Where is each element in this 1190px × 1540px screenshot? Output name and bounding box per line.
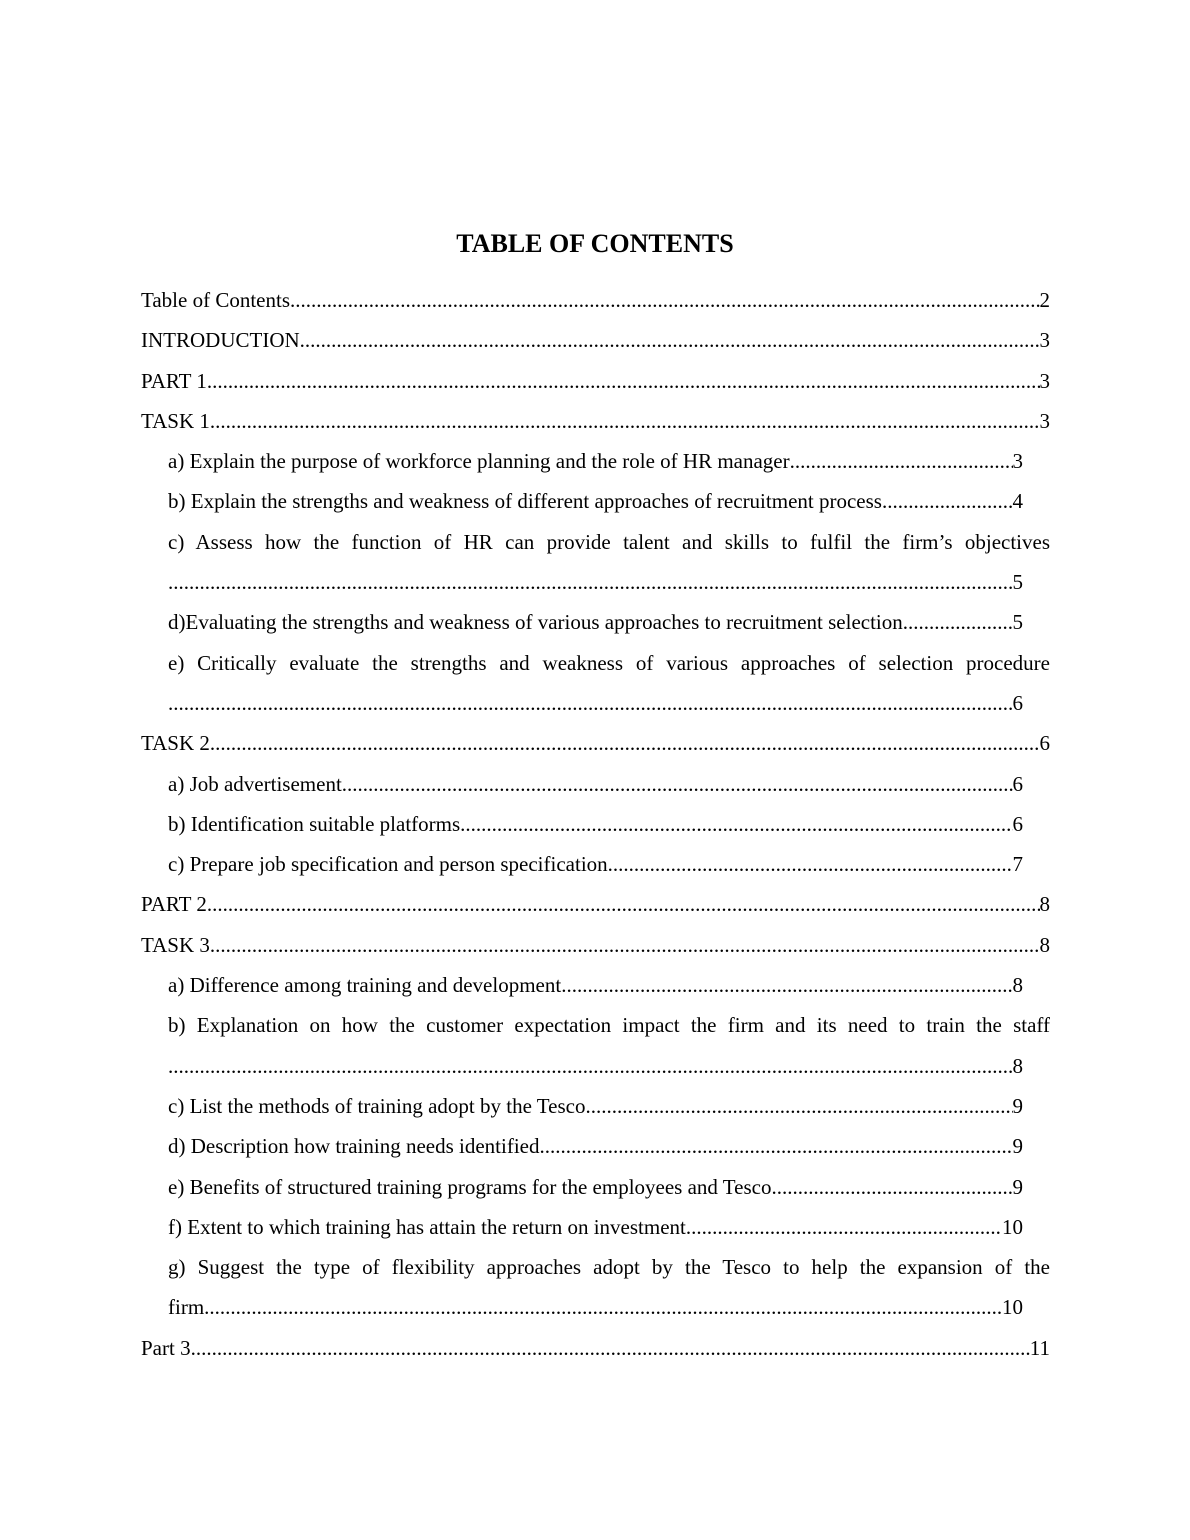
toc-entry-task3-a[interactable] <box>0 965 1190 1005</box>
toc-entry-task1-b[interactable] <box>0 481 1190 521</box>
toc-entry-task2-b[interactable] <box>0 804 1190 844</box>
toc-entry-part-3[interactable] <box>0 1328 1190 1368</box>
dot-leader <box>168 562 1013 602</box>
dot-leader <box>191 1328 1030 1368</box>
toc-entry-task2-c[interactable] <box>0 844 1190 884</box>
toc-entry-task1-a[interactable] <box>0 441 1190 481</box>
toc-entry-task-1[interactable] <box>0 401 1190 441</box>
toc-entry-label: b) Explain the strengths and weakness of different approaches of recruitment process <box>168 489 882 514</box>
toc-entry-page: 5 <box>1012 610 1023 635</box>
toc-entry-task3-c[interactable] <box>0 1086 1190 1126</box>
toc-entry-label: d)Evaluating the strengths and weakness of various approaches to recruitment selection. <box>168 610 909 635</box>
toc-entry-page: 6 <box>1039 731 1050 756</box>
dot-leader <box>585 1086 1012 1126</box>
toc-entry-label: e) Benefits of structured training programs for the employees and Tesco <box>168 1174 772 1199</box>
dot-leader <box>168 1046 1013 1086</box>
toc-entry-part-1[interactable] <box>0 361 1190 401</box>
toc-entry-label: a) Job advertisement <box>168 771 342 796</box>
toc-entry-label-line1: g) Suggest the type of flexibility approaches adopt by the Tesco to help the expansion of the <box>168 1255 1050 1280</box>
dot-leader <box>608 844 1013 884</box>
toc-entry-task3-g[interactable] <box>0 1247 1190 1328</box>
dot-leader <box>204 1287 1002 1327</box>
toc-title: TABLE OF CONTENTS <box>456 229 734 258</box>
dot-leader <box>290 280 1040 320</box>
dot-leader <box>168 683 1013 723</box>
toc-entry-task1-e[interactable] <box>0 643 1190 724</box>
dot-leader <box>210 925 1040 965</box>
dot-leader <box>210 723 1040 763</box>
toc-entry-page: 6 <box>1012 771 1023 796</box>
toc-entry-task1-d[interactable] <box>0 602 1190 642</box>
dot-leader <box>771 1167 1012 1207</box>
toc-entry-page: 4 <box>1012 489 1023 514</box>
toc-entry-page: 9 <box>1012 1093 1023 1118</box>
toc-entry-page: 3 <box>1039 368 1050 393</box>
toc-entry-label: Table of Contents <box>141 288 290 312</box>
toc-entry-page: 6 <box>1012 811 1023 836</box>
toc-entry-part-2[interactable] <box>0 884 1190 924</box>
toc-entry-label-line1: c) Assess how the function of HR can provide talent and skills to fulfil the firm’s objectives <box>168 529 1050 554</box>
toc-entry-page: 10 <box>1002 1295 1023 1320</box>
dot-leader <box>882 481 1013 521</box>
toc-entry-label: TASK 3 <box>141 932 210 957</box>
toc-entry-label: d) Description how training needs identified <box>168 1134 540 1159</box>
toc-entry-label: PART 1 <box>141 368 207 393</box>
toc-entry-page: 3 <box>1012 449 1023 474</box>
toc-entry-page: 10 <box>1002 1214 1023 1239</box>
toc-entry-task3-f[interactable] <box>0 1207 1190 1247</box>
toc-entry-label: c) List the methods of training adopt by the Tesco <box>168 1093 586 1118</box>
toc-entry-label: a) Explain the purpose of workforce planning and the role of HR manager <box>168 449 790 474</box>
toc-entry-task3-e[interactable] <box>0 1167 1190 1207</box>
toc-entry-task3-d[interactable] <box>0 1126 1190 1166</box>
toc-entry-page: 7 <box>1012 852 1023 877</box>
toc-entry-page: 8 <box>1012 1053 1023 1078</box>
dot-leader <box>210 401 1040 441</box>
toc-entry-page: 3 <box>1039 408 1050 433</box>
toc-entry-label: PART 2 <box>141 892 207 917</box>
toc-entry-task3-b[interactable] <box>0 1005 1190 1086</box>
toc-entry-page: 9 <box>1012 1134 1023 1159</box>
toc-entry-label: b) Identification suitable platforms <box>168 811 461 836</box>
toc-entry-label-line1: e) Critically evaluate the strengths and weakness of various approaches of selection procedure <box>168 650 1050 675</box>
dot-leader <box>207 361 1040 401</box>
dot-leader <box>790 441 1013 481</box>
dot-leader <box>561 965 1012 1005</box>
toc-entry-page: 6 <box>1012 690 1023 715</box>
dot-leader <box>300 320 1040 360</box>
dot-leader <box>686 1207 1002 1247</box>
dot-leader <box>207 884 1040 924</box>
toc-entry-label: Part 3 <box>141 1335 191 1360</box>
toc-entry-page: 3 <box>1039 328 1050 353</box>
toc-entry-label: TASK 2 <box>141 731 210 756</box>
dot-leader <box>342 764 1013 804</box>
toc-entry-page: 2 <box>1039 288 1050 312</box>
toc-entry-label: firm <box>168 1295 205 1320</box>
toc-entry-label: INTRODUCTION <box>141 328 300 353</box>
toc-entry-page: 5 <box>1012 570 1023 595</box>
toc-entry-page: 8 <box>1012 973 1023 998</box>
toc-entry-page: 8 <box>1039 932 1050 957</box>
toc-entry-task-2[interactable] <box>0 723 1190 763</box>
dot-leader <box>908 602 1012 642</box>
toc-entry-task1-c[interactable] <box>0 522 1190 603</box>
toc-entry-label: TASK 1 <box>141 408 210 433</box>
toc-entry-page: 8 <box>1039 892 1050 917</box>
dot-leader <box>460 804 1012 844</box>
toc-entry-task-3[interactable] <box>0 925 1190 965</box>
toc-entry-label: f) Extent to which training has attain the return on investment <box>168 1214 686 1239</box>
toc-entry-label-line1: b) Explanation on how the customer expectation impact the firm and its need to train the staff <box>168 1013 1050 1038</box>
toc-entry-page: 11 <box>1029 1335 1050 1360</box>
toc-entry-table-of-contents[interactable] <box>0 280 1190 320</box>
toc-entry-label: c) Prepare job specification and person specification <box>168 852 608 877</box>
toc-entry-page: 9 <box>1012 1174 1023 1199</box>
toc-list <box>0 280 1190 1368</box>
dot-leader <box>540 1126 1013 1166</box>
toc-entry-task2-a[interactable] <box>0 764 1190 804</box>
toc-entry-label: a) Difference among training and development <box>168 973 562 998</box>
toc-entry-introduction[interactable] <box>0 320 1190 360</box>
